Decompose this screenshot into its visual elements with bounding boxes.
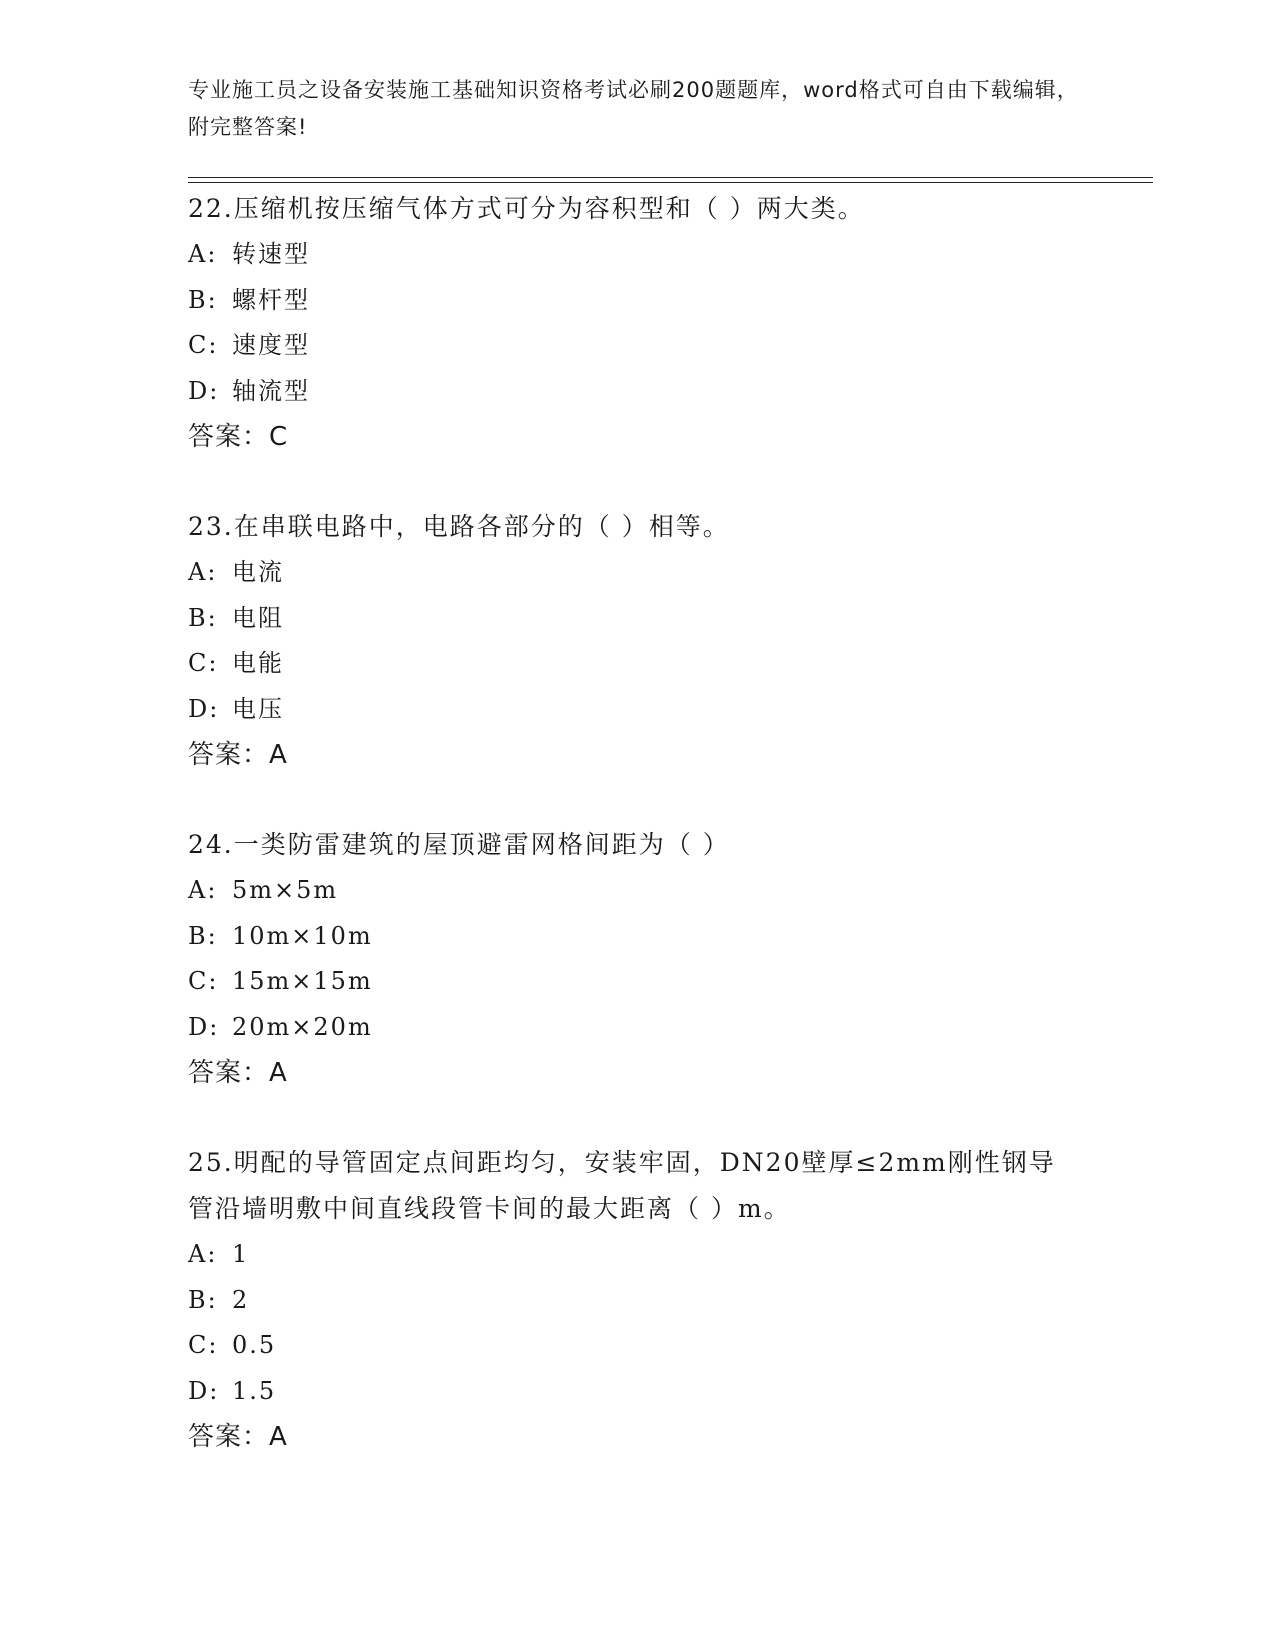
option-c: [188, 959, 1088, 1005]
option-a: [188, 550, 1088, 596]
option-text: 5m×5m: [232, 876, 339, 904]
option-text: 轴流型: [232, 376, 310, 405]
option-letter: B:: [188, 603, 218, 632]
answer-line: 答案：C: [188, 422, 289, 452]
option-text: 1.5: [232, 1376, 277, 1405]
option-text: 2: [232, 1285, 250, 1314]
option-d: [188, 687, 1088, 733]
option-b: [188, 914, 1088, 960]
option-text: 螺杆型: [232, 285, 310, 314]
option-text: 转速型: [232, 240, 310, 268]
option-text: 10m×10m: [232, 921, 373, 950]
option-text: 0.5: [232, 1331, 277, 1359]
option-letter: A:: [188, 876, 218, 904]
option-text: 1: [232, 1240, 250, 1268]
question-stem: 24.一类防雷建筑的屋顶避雷网格间距为（ ）: [188, 830, 730, 859]
option-d: [188, 1005, 1088, 1051]
option-text: 电压: [232, 694, 284, 723]
option-letter: C:: [188, 1331, 219, 1359]
option-letter: D:: [188, 694, 220, 723]
document-header: 专业施工员之设备安装施工基础知识资格考试必刷200题题库，word格式可自由下载编辑，附完整答案!: [188, 78, 1079, 139]
option-letter: D:: [188, 1376, 220, 1405]
question-stem: 23.在串联电路中，电路各部分的（ ）相等。: [188, 512, 730, 541]
option-letter: B:: [188, 1285, 218, 1314]
option-b: [188, 596, 1088, 642]
question-25: [188, 1140, 1068, 1460]
option-d: [188, 1369, 1068, 1415]
option-a: [188, 232, 1088, 278]
header-divider-bottom: [188, 182, 1153, 183]
option-text: 电流: [232, 558, 284, 586]
option-text: 速度型: [232, 331, 310, 359]
option-a: [188, 868, 1088, 914]
question-22: [188, 186, 1088, 460]
option-letter: A:: [188, 1240, 218, 1268]
option-letter: A:: [188, 558, 218, 586]
question-stem: 25.明配的导管固定点间距均匀，安装牢固，DN20壁厚≤2mm刚性钢导管沿墙明敷中间直线段管卡间的最大距离（ ）m。: [188, 1148, 1056, 1223]
option-c: [188, 641, 1088, 687]
option-letter: C:: [188, 331, 219, 359]
option-letter: C:: [188, 967, 219, 995]
option-letter: C:: [188, 649, 219, 677]
option-letter: D:: [188, 376, 220, 405]
option-b: [188, 278, 1088, 324]
option-letter: B:: [188, 285, 218, 314]
question-24: [188, 822, 1088, 1096]
answer-line: 答案：A: [188, 1058, 288, 1088]
option-text: 20m×20m: [232, 1012, 373, 1041]
option-c: [188, 1323, 1068, 1369]
question-23: [188, 504, 1088, 778]
question-stem: 22.压缩机按压缩气体方式可分为容积型和（ ）两大类。: [188, 194, 865, 223]
option-text: 电能: [232, 649, 284, 677]
header-divider-top: [188, 177, 1153, 178]
answer-line: 答案：A: [188, 1422, 288, 1452]
answer-line: 答案：A: [188, 740, 288, 770]
option-letter: D:: [188, 1012, 220, 1041]
option-d: [188, 369, 1088, 415]
option-letter: A:: [188, 240, 218, 268]
option-text: 15m×15m: [232, 967, 373, 995]
option-letter: B:: [188, 921, 218, 950]
option-b: [188, 1278, 1068, 1324]
option-c: [188, 323, 1088, 369]
option-text: 电阻: [232, 603, 284, 632]
option-a: [188, 1232, 1068, 1278]
